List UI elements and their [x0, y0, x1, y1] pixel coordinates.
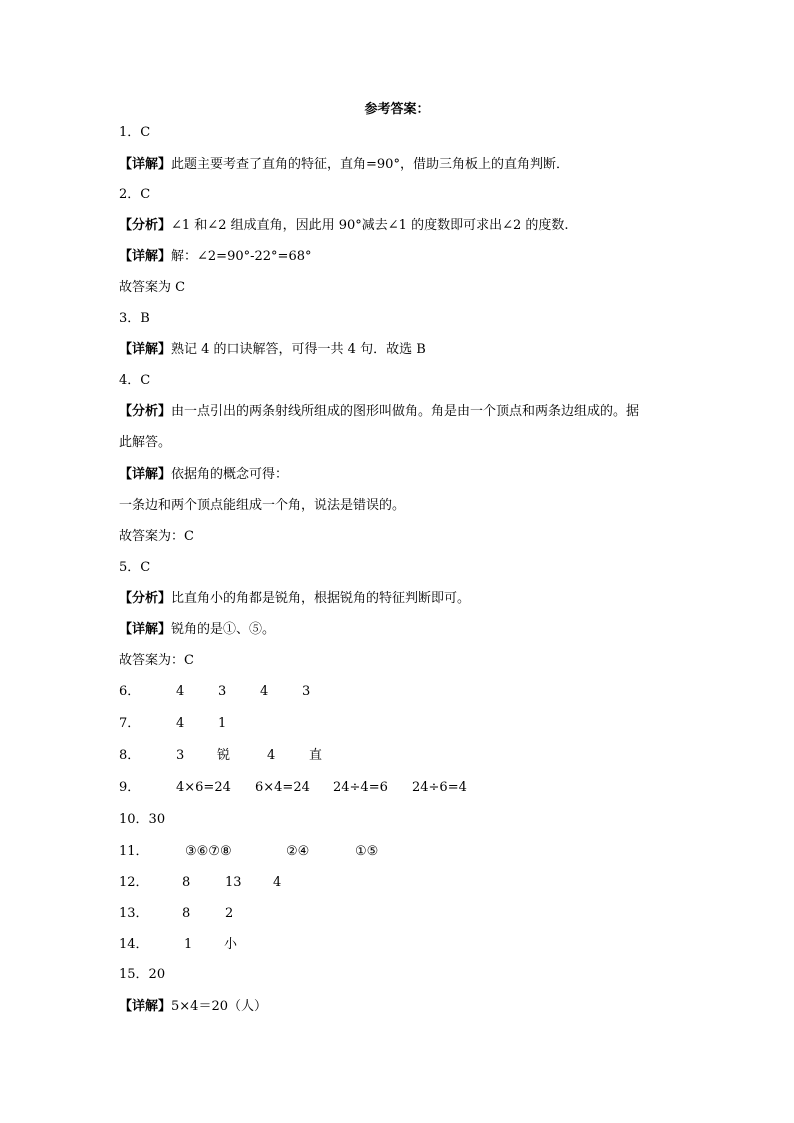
fill-value: 8	[182, 875, 191, 890]
item-number: 13．	[119, 906, 149, 921]
fill-value: ①⑤	[355, 844, 379, 859]
item-number: 6．	[119, 684, 141, 699]
item-number: 14．	[119, 937, 149, 952]
fill-value: ②④	[286, 844, 310, 859]
detail-line	[119, 156, 569, 174]
fill-value: 4	[267, 748, 276, 763]
detail-text: 熟记 4 的口诀解答，可得一共 4 句．故选 B	[171, 342, 426, 357]
analysis-line	[119, 403, 639, 421]
conclusion-line: 故答案为 C	[119, 280, 186, 295]
fill-value: 4	[273, 875, 282, 890]
answer-4: 4．C	[119, 373, 151, 388]
analysis-text: 比直角小的角都是锐角，根据锐角的特征判断即可。	[171, 591, 471, 606]
item-number: 8．	[119, 748, 141, 763]
detail-text: 解：∠2=90°-22°=68°	[171, 249, 312, 264]
fill-value: 2	[225, 906, 234, 921]
fill-answer-12	[119, 874, 619, 892]
detail-text: 此题主要考查了直角的特征，直角=90°，借助三角板上的直角判断．	[171, 157, 569, 172]
item-number: 11．	[119, 844, 149, 859]
analysis-tag: 【分析】	[119, 591, 172, 606]
detail-tag: 【详解】	[119, 999, 172, 1014]
fill-answer-11	[119, 843, 619, 861]
fill-value: 6×4=24	[255, 780, 310, 795]
fill-answer-13	[119, 905, 619, 923]
item-number: 7．	[119, 716, 141, 731]
fill-answer-14	[119, 936, 619, 954]
fill-value: 13	[225, 875, 242, 890]
fill-value: 4	[260, 684, 269, 699]
fill-value: 小	[224, 937, 238, 952]
fill-answer-8	[119, 747, 619, 765]
answer-10: 10．30	[119, 812, 166, 827]
item-number: 12．	[119, 875, 149, 890]
fill-value: ③⑥⑦⑧	[185, 844, 232, 859]
fill-value: 8	[182, 906, 191, 921]
detail-text: 锐角的是①、⑤。	[171, 622, 276, 637]
detail-line	[119, 621, 275, 639]
fill-value: 3	[302, 684, 311, 699]
item-number: 9．	[119, 780, 141, 795]
fill-value: 锐	[217, 748, 231, 763]
fill-value: 1	[184, 937, 193, 952]
fill-value: 直	[309, 748, 323, 763]
detail-tag: 【详解】	[119, 467, 172, 482]
analysis-line	[119, 590, 470, 608]
analysis-tag: 【分析】	[119, 404, 172, 419]
page-title: 参考答案：	[364, 102, 430, 117]
fill-value: 24÷4=6	[333, 780, 388, 795]
fill-value: 1	[218, 716, 227, 731]
detail-line	[119, 341, 426, 359]
answer-2: 2．C	[119, 187, 151, 202]
fill-value: 4	[176, 716, 185, 731]
detail-line	[119, 248, 311, 266]
analysis-text: ∠1 和∠2 组成直角，因此用 90°减去∠1 的度数即可求出∠2 的度数.	[171, 218, 569, 233]
detail-line	[119, 466, 288, 484]
answer-15: 15．20	[119, 967, 166, 982]
detail-line	[119, 998, 267, 1016]
conclusion-line: 故答案为：C	[119, 653, 194, 668]
detail-tag: 【详解】	[119, 157, 172, 172]
fill-value: 4	[176, 684, 185, 699]
continuation-line: 此解答。	[119, 435, 172, 450]
fill-answer-9	[119, 779, 619, 797]
analysis-line	[119, 217, 569, 235]
fill-answer-6	[119, 683, 619, 701]
fill-value: 3	[176, 748, 185, 763]
body-line: 一条边和两个顶点能组成一个角，说法是错误的。	[119, 498, 406, 513]
answer-3: 3．B	[119, 311, 150, 326]
detail-text: 5×4＝20（人）	[171, 999, 267, 1014]
detail-tag: 【详解】	[119, 342, 172, 357]
answer-5: 5．C	[119, 560, 151, 575]
fill-answer-7	[119, 715, 619, 733]
analysis-tag: 【分析】	[119, 218, 172, 233]
detail-text: 依据角的概念可得：	[171, 467, 289, 482]
conclusion-line: 故答案为：C	[119, 529, 194, 544]
fill-value: 3	[218, 684, 227, 699]
fill-value: 4×6=24	[176, 780, 231, 795]
answer-1: 1．C	[119, 125, 151, 140]
detail-tag: 【详解】	[119, 622, 172, 637]
detail-tag: 【详解】	[119, 249, 172, 264]
fill-value: 24÷6=4	[412, 780, 467, 795]
analysis-text: 由一点引出的两条射线所组成的图形叫做角。角是由一个顶点和两条边组成的。据	[171, 404, 640, 419]
